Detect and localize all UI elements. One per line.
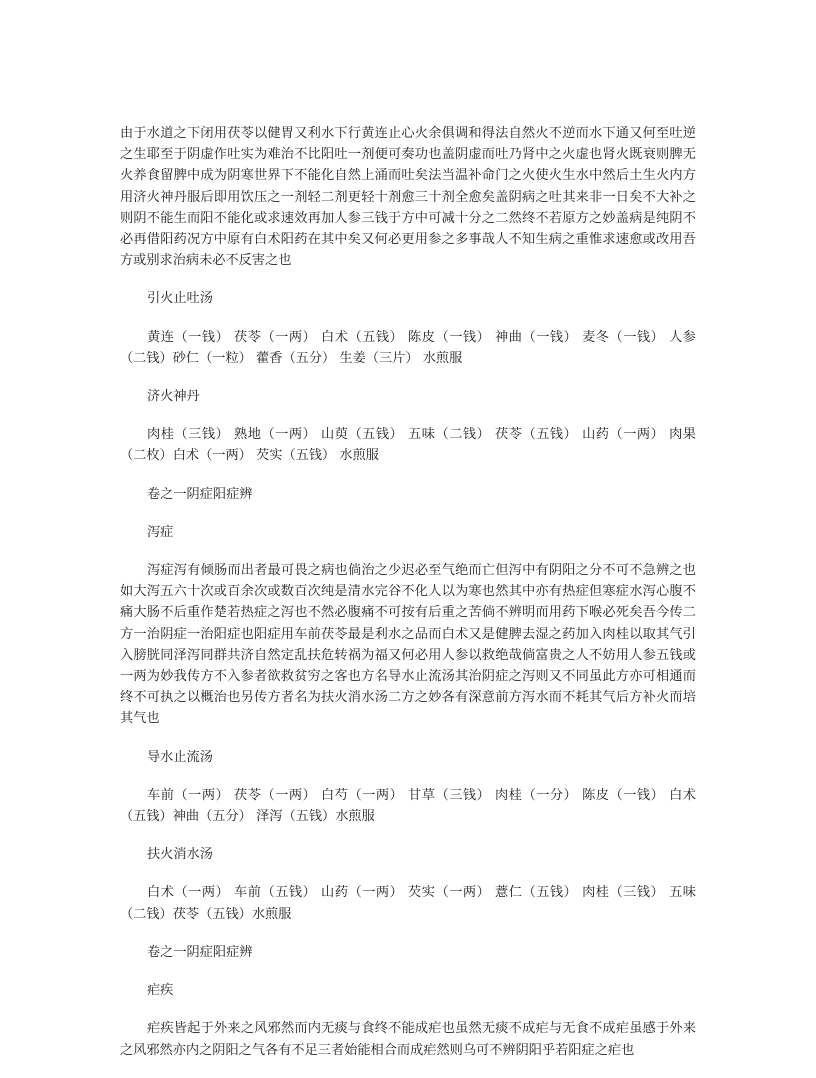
paragraph-xiezheng: 泻症泻有倾肠而出者最可畏之病也倘治之少迟必至气绝而亡但泻中有阴阳之分不可不急辨之也如大泻五六十次或百余次或数百次纯是清水完谷不化人以为寒也然其中亦有热症但寒症水泻心腹不痛大肠不后重作楚若热症之泻也不然必腹痛不可按有后重之苦倘不辨明而用药下喉必死矣吾今传二方一治阴症一治阳症也阳症用车前茯苓最是利水之品而白术又是健脾去湿之药加入肉桂以取其气引入膀胱同泽泻同群共济自然定乱扶危转祸为福又何必用人参以救绝哉倘富贵之人不妨用人参五钱或一两为妙我传方不入参者欲救贫穷之客也方名导水止流汤其治阴症之泻则又不同虽此方亦可相通而终不可执之以概治也另传方者名为扶火消水汤二方之妙各有深意前方泻水而不耗其气后方补火而培其气也 <box>120 563 696 727</box>
heading-jihuo-shendan: 济火神丹 <box>147 389 200 405</box>
heading-xiezheng: 泻症 <box>147 524 174 540</box>
heading-nueji: 疟疾 <box>147 983 174 999</box>
recipe-fuhuo-xiaoshui-tang: 白术（一两） 车前（五钱） 山药（一两） 芡实（一两） 薏仁（五钱） 肉桂（三钱） 五味（二钱）茯苓（五钱）水煎服 <box>120 885 696 922</box>
heading-chapter-yinyang-1: 卷之一阴症阳症辨 <box>147 486 253 502</box>
heading-yinhuo-zhitu-tang: 引火止吐汤 <box>147 291 213 307</box>
recipe-yinhuo-zhitu-tang: 黄连（一钱） 茯苓（一两） 白术（五钱） 陈皮（一钱） 神曲（一钱） 麦冬（一钱） 人参（二钱）砂仁（一粒） 藿香（五分） 生姜（三片） 水煎服 <box>120 329 696 366</box>
heading-daoshui-zhiliu-tang: 导水止流汤 <box>147 749 213 765</box>
heading-fuhuo-xiaoshui-tang: 扶火消水汤 <box>147 847 213 863</box>
paragraph-intro: 由于水道之下闭用茯苓以健胃又利水下行黄连止心火余俱调和得法自然火不逆而水下通又何至吐逆之生耶至于阴虚作吐实为难治不比阳吐一剂便可奏功也盖阴虚而吐乃肾中之火虚也肾火既衰则脾无火养食留脾中成为阴寒世界下不能化自然上涌而吐矣法当温补命门之火使火生水中然后土生火内方用济火神丹服后即用饮压之一剂轻二剂更轻十剂愈三十剂全愈矣盖阴病之吐其来非一日矣不大补之则阴不能生而阳不能化或求速效再加人参三钱于方中可减十分之二然终不若原方之妙盖病是纯阴不必再借阳药况方中原有白术阳药在其中矣又何必更用参之多事哉人不知生病之重惟求速愈或改用吾方或别求治病未必不反害之也 <box>120 126 696 269</box>
paragraph-nueji: 疟疾皆起于外来之风邪然而内无痰与食终不能成疟也虽然无痰不成疟与无食不成疟虽感于外来之风邪然亦内之阴阳之气各有不足三者始能相合而成疟然则乌可不辨阴阳乎若阳症之疟也 <box>120 1021 696 1058</box>
recipe-jihuo-shendan: 肉桂（三钱） 熟地（一两） 山萸（五钱） 五味（二钱） 茯苓（五钱） 山药（一两） 肉果（二枚）白术（一两） 芡实（五钱） 水煎服 <box>120 427 696 464</box>
document-page <box>120 123 696 1078</box>
heading-chapter-yinyang-2: 卷之一阴症阳症辨 <box>147 944 253 960</box>
recipe-daoshui-zhiliu-tang: 车前（一两） 茯苓（一两） 白芍（一两） 甘草（三钱） 肉桂（一分） 陈皮（一钱） 白术（五钱）神曲（五分） 泽泻（五钱）水煎服 <box>120 787 696 825</box>
